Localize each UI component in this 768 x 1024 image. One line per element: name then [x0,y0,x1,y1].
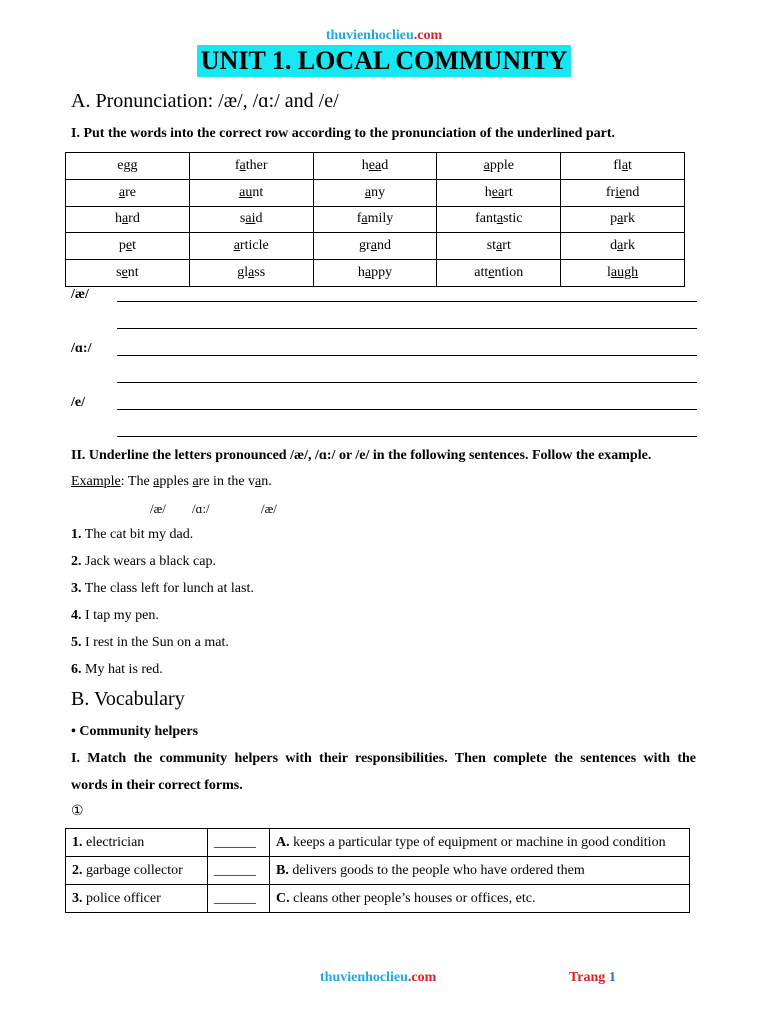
example-phoneme: /æ/ [150,501,166,516]
word-cell: hard [66,206,190,233]
match-instruction-line-1: I. Match the community helpers with their responsibilities. Then complete the sentences with the [71,751,696,766]
word-cell: family [313,206,437,233]
section-b-heading: B. Vocabulary [71,688,185,710]
word-cell: head [313,153,437,180]
word-cell: dark [561,233,685,260]
word-cell: are [66,179,190,206]
site-name-part-a: thuvienhoclieu [320,970,408,985]
match-row [66,885,690,913]
answer-line[interactable] [117,409,697,410]
word-cell: apple [437,153,561,180]
word-cell: attention [437,260,561,287]
community-helpers-subheading: • Community helpers [71,724,199,739]
word-row [66,260,685,287]
helper-cell: 1. electrician [66,829,208,857]
word-cell: pet [66,233,190,260]
circled-one-marker: ① [71,804,84,819]
helper-cell: 2. garbage collector [66,857,208,885]
practice-sentence: 5. I rest in the Sun on a mat. [71,635,229,650]
matching-table [65,828,690,913]
word-cell: egg [66,153,190,180]
word-row [66,153,685,180]
answer-blank[interactable]: ______ [208,857,270,885]
answer-line[interactable] [117,355,697,356]
phoneme-label-e: /e/ [71,395,85,410]
practice-sentence: 1. The cat bit my dad. [71,527,194,542]
word-row [66,206,685,233]
word-row [66,179,685,206]
answer-blank[interactable]: ______ [208,829,270,857]
word-cell: aunt [189,179,313,206]
example-phoneme: /æ/ [261,501,277,516]
word-cell: grand [313,233,437,260]
page-number-value: 1 [608,970,616,985]
site-header-link[interactable] [0,28,768,44]
practice-sentence: 3. The class left for lunch at last. [71,581,254,596]
match-instruction-line-2: words in their correct forms. [71,778,243,793]
pronunciation-word-table [65,152,685,287]
word-cell: said [189,206,313,233]
page-title: UNIT 1. LOCAL COMMUNITY [197,45,571,77]
example-label: Example [71,474,121,489]
site-name-part-a: thuvienhoclieu [325,28,414,43]
practice-sentence: 2. Jack wears a black cap. [71,554,216,569]
responsibility-cell: B. delivers goods to the people who have ordered them [270,857,690,885]
match-row [66,857,690,885]
site-name-part-b: .com [413,28,443,43]
word-cell: happy [313,260,437,287]
answer-blank[interactable]: ______ [208,885,270,913]
word-cell: friend [561,179,685,206]
site-footer-link[interactable] [320,970,436,986]
site-name-part-b: .com [407,970,437,985]
example-phoneme: /ɑ:/ [192,501,210,516]
word-cell: start [437,233,561,260]
section-a-heading: A. Pronunciation: /æ/, /ɑ:/ and /e/ [71,90,339,112]
word-cell: father [189,153,313,180]
page-label: Trang [569,970,606,985]
practice-sentence: 6. My hat is red. [71,662,163,677]
answer-line[interactable] [117,436,697,437]
page-number [569,970,616,986]
answer-line[interactable] [117,328,697,329]
example-sentence: Example: The apples are in the van. [71,474,272,489]
word-cell: flat [561,153,685,180]
answer-line[interactable] [117,382,697,383]
answer-line[interactable] [117,301,697,302]
word-row [66,233,685,260]
helper-cell: 3. police officer [66,885,208,913]
word-cell: any [313,179,437,206]
match-row [66,829,690,857]
phoneme-label-a-long: /ɑ:/ [71,341,92,356]
responsibility-cell: C. cleans other people’s houses or offices, etc. [270,885,690,913]
word-cell: fantastic [437,206,561,233]
word-cell: heart [437,179,561,206]
word-cell: glass [189,260,313,287]
practice-sentence: 4. I tap my pen. [71,608,159,623]
responsibility-cell: A. keeps a particular type of equipment or machine in good condition [270,829,690,857]
phoneme-label-ae: /æ/ [71,287,89,302]
exercise-2-instruction: II. Underline the letters pronounced /æ/, /ɑ:/ or /e/ in the following sentences. Follow the example. [71,448,652,463]
word-cell: sent [66,260,190,287]
word-cell: park [561,206,685,233]
exercise-1-instruction: I. Put the words into the correct row according to the pronunciation of the underlined part. [71,126,616,141]
word-cell: laugh [561,260,685,287]
word-cell: article [189,233,313,260]
